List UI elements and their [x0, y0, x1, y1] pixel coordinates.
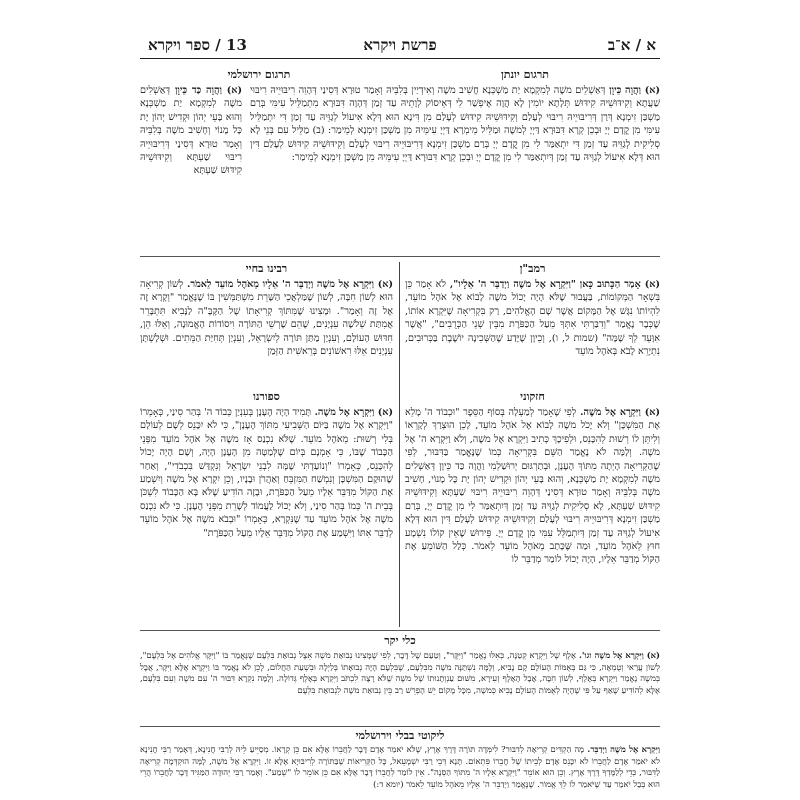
yerushalmi-text: [140, 84, 242, 194]
yonasan-lead: (א) וַהֲוָה כֵּיוָן: [605, 85, 660, 96]
divider-top: [140, 256, 660, 257]
likutei-body: מָה הַקְדִּים קְרִיאָה לְדִבּוּר? לִימְּדָה תּוֹרָה דֶּרֶךְ אֶרֶץ, שֶׁלֹּא יֹאמַר אָדָם דָּבָר לַחֲבֵרוֹ אֶלָּא אִם כֵּן קְרָאוֹ. מְסַיֵּיעַ לֵיהּ לְרַבִּי חֲנִינָא, דְּאָמַר רַבִּי חֲנִינָא לֹא יֹאמַר אָדָם לַחֲבֵרוֹ לֹא יִכָּנֵס אָדָם לְבֵיתוֹ שֶׁל חֲבֵרוֹ פִּתְאוֹם. תָּנָא דְּבֵי רַבִּי יִשְׁמָעֵאל, כָּל הַקְּרִיאוֹת שֶׁבַּתּוֹרָה לְרִיבּוּיָא אֶלָּא זוֹ. וַיִּקְרָא אֶל משֶׁה, לָמָּה הוּקְדְּמָה קְרִיאָה לַדִּבּוּר, כְּדֵי לְלַמֶּדְךָ דֶּרֶךְ אֶרֶץ. וְכֵן הוּא אוֹמֵר "וַיִּקְרָא אֵלָיו ה' מִתּוֹךְ הַסְּנֶה". אֵין לוֹמַר לְחֲבֵרוֹ דָּבָר אֶלָּא אִם כֵּן אוֹמֵר לוֹ "שְׁמַע". וְאָמַר רַבִּי יְהוּדָה הַמַּגִּיד דָּבָר לַחֲבֵרוֹ הֲרֵי הוּא בְּבַל יֹאמַר עַד שֶׁיֹּאמַר לוֹ לֵךְ אֱמוֹר. שֶׁנֶּאֱמַר וַיְדַבֵּר ה' אֵלָיו מֵאֹהֶל מוֹעֵד לֵאמֹר (יומא ד:): [140, 744, 660, 789]
rabbeinu-bachya-body: לְשׁוֹן קְרִיאָה הוּא לְשׁוֹן חִבָּה, לְשׁוֹן שֶׁמַּלְאֲכֵי הַשָּׁרֵת מִשְׁתַּמְּשִׁין בּוֹ שֶׁנֶּאֱמַר "וְקָרָא זֶה אֶל זֶה וְאָמַר". וּמָצִינוּ שֶׁמִּתּוֹךְ קְרִיאָתוֹ שֶׁל הַקָּבָּ"ה לַנָּבִיא תִּתְבָּרֵר אֲמִתַּת שְׁלֹשָׁה עִנְיָנִים, שֶׁהֵם שָׁרְשֵׁי הַתּוֹרָה וִיסוֹדוֹת הָאֱמוּנָה, וְאֵלּוּ הֵן, חִדּוּשׁ הָעוֹלָם, וְעִנְיַן מַתַּן תּוֹרָה לְיִשְׂרָאֵל, וְעִנְיַן תְּחִיַּת הַמֵּתִים. וּשְׁלָשְׁתָּן עִנְיָנִים אֵלּוּ רִאשׁוֹנִים בְּרֵאשִׁית הַזְּמַן: [140, 279, 393, 358]
column-divider: [399, 262, 400, 627]
section-title-chizkuni: חזקוני: [520, 390, 545, 403]
divider-mid: [140, 630, 660, 631]
section-title-rabbeinu-bachya: רבינו בחיי: [245, 262, 288, 275]
yerushalmi-body: דְּאַשְׁלִים משֶׁה לְמִקְמָא יַת מַשְׁכְּנָא וְהוּא בָּעֵי יְהוֹן וּקְדִישׁ יְהוֹן יָת כָּל מָנוֹי וְחָשִׁיב משֶׁה בְּלִבֵּיהּ וְאָמַר טוּרָא דְּסִינַי דְּרִיבּוּיֵיהּ רִיבּוּי שַׁעְתָּא וְקִידּוּשֵׁיהּ קִידּוּשׁ שַׁעְתָּא: [140, 85, 242, 177]
header-rule: [140, 58, 660, 59]
section-title-likutei: ליקוטי בבלי וירושלמי: [355, 729, 445, 742]
sforno-lead: (א) וַיִּקְרָא אֶל משֶׁה.: [311, 407, 393, 418]
sforno-body: תָּמִיד הָיָה הֶעָנָן בְּעִנְיַן כְּבוֹד ה' בְּהַר סִינַי, כְּאָמְרוֹ "וַיִּקְרָא אֶל משֶׁה בַּיּוֹם הַשְּׁבִיעִי מִתּוֹךְ הֶעָנָן", כִּי לֹא יִכָּנֵס לְשָׁם לְעוֹלָם בְּלִי רְשׁוּת: מֵאֹהֶל מוֹעֵד. שֶׁלֹּא נִכְנַס אָז משֶׁה אֶל אֹהֶל מוֹעֵד מִפְּנֵי הַכָּבוֹד שֶׁבּוֹ, כִּי אָמְנָם בְּיוֹם שֶׁלְּמַטָּה מִן הָעָנָן הָיָה, וְשָׁם הָיָה יָכוֹל לְהִכָּנֵס, כְּאָמְרוֹ "וְנוֹעַדְתִּי שָׁמָּה לִבְנֵי יִשְׂרָאֵל וְנִקְדַּשׁ בִּכְבֹדִי", וְאַחַר שֶׁהוּקַם הַמִּשְׁכָּן וְנִמְשַׁח הַמִּזְבֵּחַ וְאַהֲרֹן וּבָנָיו, וְכֵן יִקְרָא אֶל משֶׁה וְיִשְׁמַע אֶת הַקּוֹל מִדַּבֵּר אֵלָיו מֵעַל הַכַּפֹּרֶת, וּבָזֶה הוֹדִיעַ שֶׁלֹּא בָּא הַכָּבוֹד לִשְׁכֹּן בְּבֵית ה' כְּמוֹ בְּהַר סִינַי, וְלֹא יָכוֹל לַעֲמוֹד לְשָׁרֵת מִפְּנֵי הֶעָנָן. כִּי לֹא נִכְנַס משֶׁה אֶל אֹהֶל מוֹעֵד עַד שֶׁנִּקְרָא, כְּאָמְרוֹ "וּבְבֹא משֶׁה אֶל אֹהֶל מוֹעֵד לְדַבֵּר אִתּוֹ וַיִּשְׁמַע אֶת הַקּוֹל מִדַּבֵּר אֵלָיו מֵעַל הַכַּפֹּרֶת": [140, 407, 393, 539]
running-head-page-ref: 13 / ספר ויקרא: [148, 36, 247, 54]
chizkuni-lead: (א) וַיִּקְרָא אֶל משֶׁה.: [576, 407, 660, 418]
likutei-lead: וַיִּקְרָא אֶל משֶׁה וַיְדַבֵּר.: [584, 744, 660, 754]
divider-bottom: [140, 726, 660, 727]
rabbeinu-bachya-lead: (א) וַיִּקְרָא אֶל משֶׁה וַיְדַבֵּר ה' אֵלָיו מֵאֹהֶל מוֹעֵד לֵאמֹר.: [183, 279, 393, 290]
kli-yakar-text: [140, 650, 660, 722]
yerushalmi-lead: (א) וַהֲוָה כַּד כֵּיוָן: [170, 85, 242, 96]
kli-yakar-body: אָלֶף שֶׁל וַיִּקְרָא קְטַנָּה, כְּאִלּוּ נֶאֱמַר "וַיִּקָּר", וְטַעַם שֶׁל דָּבָר, לְפִי שֶׁמָּצִינוּ נְבוּאַת משֶׁה אֵצֶל נְבוּאַת בִּלְעָם שֶׁנֶּאֱמַר בּוֹ "וַיִּקָּר אֱלֹהִים אֶל בִּלְעָם", לְשׁוֹן עֲרַאי וְטֻמְאָה, כִּי גַּם בְּאֻמּוֹת הָעוֹלָם קָם נָבִיא, וְלָמָּה נִשְׁתַּנָּה משֶׁה מִבִּלְעָם, שֶׁבִּלְעָם הָיָה נְבוּאָתוֹ בְּלַיְלָה וּבִשְׁעַת הַחֲלוֹם, לָכֵן לֹא נֶאֱמַר בּוֹ וַיִּקְרָא אֶלָּא וַיִּקָּר, אֲבָל בְּמשֶׁה נֶאֱמַר וַיִּקְרָא בְּאָלֶף, לְשׁוֹן חִבָּה, אֲבָל הָאָלֶף זְעִירָא, מִשּׁוּם עַנְוְתָנוּתוֹ שֶׁל משֶׁה שֶׁלֹּא רָצָה לִכְתֹּב וַיִּקְרָא בְּאָלֶף גְּדוֹלָה. וְלָמָּה נִקְרָא דִּבּוּר ה' עִם משֶׁה וְעִם בִּלְעָם, אֶלָּא לְהוֹדִיעַ שֶׁאַף עַל פִּי שֶׁהָיָה לְאֻמּוֹת הָעוֹלָם נָבִיא כְּמשֶׁה, מִכָּל מָקוֹם יֵשׁ הֶפְרֵשׁ רַב בֵּין נְבוּאַת משֶׁה לִנְבוּאַת בִּלְעָם: [140, 650, 660, 695]
yonasan-text: [250, 84, 660, 249]
likutei-text: [140, 744, 660, 790]
chizkuni-body: לְפִי שֶׁאָמַר לְמַעְלָה בְּסוֹף הַסֵּפֶר "וּכְבוֹד ה' מָלֵא אֶת הַמִּשְׁכָּן" וְלֹא יָכֹל משֶׁה לָבוֹא אֶל אֹהֶל מוֹעֵד, לָכֵן הוּצְרַךְ לְקָרְאוֹ וְלִיתֵּן לוֹ רְשׁוּת לְהִכָּנֵס, וּלְפִיכָךְ כְּתִיב וַיִּקְרָא אֶל משֶׁה, וְלֹא וַיִּקְרָא ה' אֶל משֶׁה. וְלָמָּה לֹא נֶאֱמַר הַשֵּׁם בִּקְרִיאָה כְּמוֹ שֶׁנֶּאֱמַר בַּדִּבּוּר, לְפִי שֶׁהַקְּרִיאָה הָיְתָה מִתּוֹךְ הֶעָנָן, וּבְתַרְגּוּם יְרוּשַׁלְמִי וַהֲוָה כַּד כֵּיוָן דְּאַשְׁלִים משֶׁה לְמִקְמָא יָת מַשְׁכְּנָא, וְהוּא בָּעֵי יְהוֹן וּקְדִישׁ יְהוֹן יָת כָּל מָנוֹי, חָשִׁיב משֶׁה בְּלִבֵּיהּ וְאָמַר טוּרָא דְּסִינַי דְּהָוֵה רִיבּוּיֵיהּ רִיבּוּי שַׁעְתָּא וְקִידּוּשֵׁיהּ קִידּוּשׁ שַׁעְתָּא, לָא סְלִיקִית לְגַוֵּיהּ עַד זְמַן דְּיִתְאַמַּר לִי מִן קֳדָם יְיָ, בְּרַם מַשְׁכַּן זִימְנָא דְּרִיבּוּיֵיהּ רִיבּוּי לְעָלַם וְקִידּוּשֵׁיהּ קִידּוּשׁ לְעָלַם דִּין הוּא דְּלָא אִיעוֹל לְגַוֵּיהּ עַד זְמַן דְּיִתְמַלֵּל עִמִּי מִן קֳדָם יְיָ. פֵּירוּשׁ שֶׁאֵין קוֹלוֹ נִשְׁמָע חוּץ לְאֹהֶל מוֹעֵד, וּמַה שֶּׁכָּתַב מֵאֹהֶל מוֹעֵד לֵאמֹר. כְּלַל הַשּׁוֹמֵעַ אֶת הַקּוֹל מְדַבֵּר אֵלָיו, הָיָה יָכוֹל לוֹמַר מְדַבֵּר לוֹ: [405, 407, 660, 566]
yonasan-body: דְּאַשְׁלֵים משֶׁה לְמִקְמָא יַת מַשְׁכְּנָא חֲשִׁיב משֶׁה וְאִידְיַין בְּלִבֵּיהּ וְאָמַר טוּרָא דְּסִינַי דְּהָוֵה רִיבּוּיֵיהּ רִיבּוּי שַׁעֲתָא וְקִידּוּשֵׁיהּ קִידּוּשׁ תְּלָתָא יוֹמִין לָא הֲוָה אֶיפְשַׁר לִי דְּאֵיסוֹק לְוָתֵיהּ עַד זְמַן דְּהָוָה דִּבּוּרָא מִתְמַלֵּיל עִימִּי בְּרַם מַשְׁכַּן זִימְנָא דְּרַן דְּרִיבּוּיֵיהּ רִיבּוּי לְעָלַם וְקִידּוּשֵׁיהּ קִידּוּשׁ לְעָלַם מִן דִּינָא הוּא דְּלָא אִיעוֹל לְגַוֵּיהּ עַד זְמַן דִּי יִתְמַלֵּיל עִימִּי מִן קֳדָם יְיָ וּבְכֵן קְרָא דִּבּוּרָא דַּיְיָ לְמשֶׁה וּמַלֵּיל מֵימְרָא דַּיְיָ עִימֵּיהּ מִן מַשְׁכַּן זִימְנָא לְמֵימַר: (ב) מַלֵּיל עִם בְּנֵי לָא סְלִיקִית לְגַוֵּיהּ עַד זְמַן דִּי יִתְאַמַּר לִי מִן קֳדָם יְיָ בְּרַם מַשְׁכַּן זִימְנָא דְּרִיבּוּיֵיהּ רִיבּוּי לְעָלַם וְקִידּוּשֵׁיהּ קִידּוּשׁ לְעָלַם דִּין הוּא דְּלָא אִיעוֹל לְגַוֵּיהּ עַד זְמַן דְּיִתְאַמַּר לִי מִן קֳדָם יְיָ וּבְכֵן קְרָא דִּבּוּרָא דַּיְיָ עִימֵּיהּ מִן מַשְׁכַּן זִימְנָא לְמֵימַר:: [250, 85, 660, 164]
section-title-ramban: רמב"ן: [519, 262, 546, 275]
rabbeinu-bachya-text: [140, 278, 393, 386]
running-head-parsha: פרשת ויקרא: [363, 36, 437, 54]
sforno-text: [140, 406, 393, 626]
section-title-yonasan: תרגום יונתן: [500, 68, 550, 81]
running-head-chapter-verse: א / א־ב: [607, 36, 656, 54]
kli-yakar-lead: (א) וַיִּקְרָא אֶל משֶׁה וגו'.: [575, 650, 660, 660]
ramban-lead: (א) אָמַר הַכָּתוּב כָּאן "וַיִּקְרָא אֶל משֶׁה וַיְדַבֵּר ה' אֵלָיו",: [445, 279, 660, 290]
section-title-kli-yakar: כלי יקר: [384, 634, 416, 647]
ramban-body: לֹא אָמַר כֵּן בִּשְׁאָר הַמְּקוֹמוֹת, בַּעֲבוּר שֶׁלֹּא הָיָה יָכוֹל משֶׁה לָבוֹא אֶל אֹהֶל מוֹעֵד, לִהְיוֹתוֹ נִגָּשׁ אֶל הַמָּקוֹם אֲשֶׁר שָׁם הָאֱלֹהִים, רַק בִּקְרִיאָה שֶׁיִּקְרָא אוֹתוֹ, שֶׁכְּבָר נֶאֱמַר "וְדִבַּרְתִּי אִתְּךָ מֵעַל הַכַּפֹּרֶת מִבֵּין שְׁנֵי הַכְּרֻבִים", "אֲשֶׁר אִוָּעֵד לְךָ שָׁמָּה" (שמות ל, ו), וְכֵיוָן שֶׁיָּדַע שֶׁהַשְּׁכִינָה יוֹשֶׁבֶת בַּכְּרוּבִים, נִתְיָרֵא לָבֹא בְּאֹהֶל מוֹעֵד: [405, 279, 660, 358]
section-title-yerushalmi: תרגום ירושלמי: [227, 68, 291, 81]
chizkuni-text: [405, 406, 660, 626]
ramban-text: [405, 278, 660, 386]
section-title-sforno: ספורנו: [253, 390, 280, 403]
